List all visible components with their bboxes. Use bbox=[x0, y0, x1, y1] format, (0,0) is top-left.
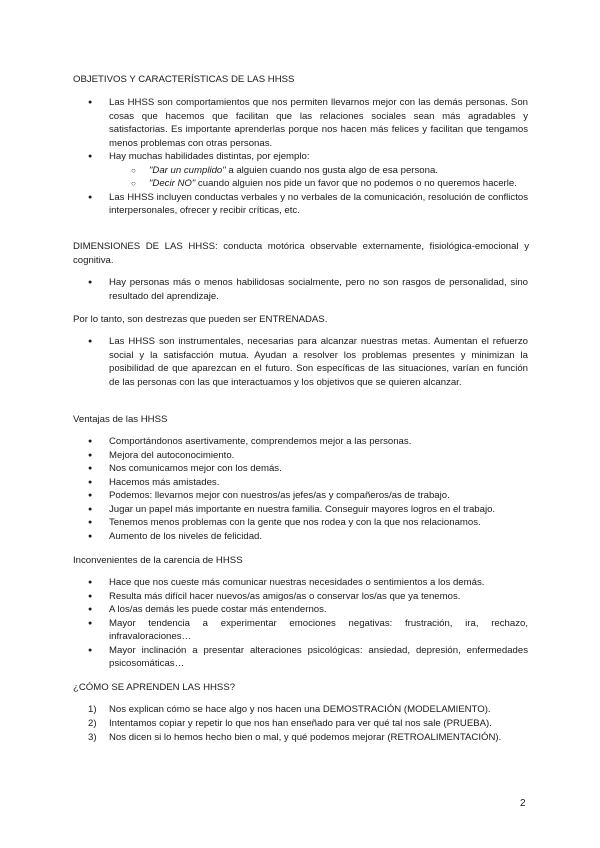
item-text: Nos dicen si lo hemos hecho bien o mal, y qué podemos mejorar (RETROALIMENTACIÓN). bbox=[109, 732, 502, 743]
list-item: ● Podemos: llevarnos mejor con nuestros/as jefes/as y compañeros/as de trabajo. bbox=[88, 489, 528, 503]
list-item bbox=[88, 150, 528, 191]
list-item: ● Las HHSS incluyen conductas verbales y no verbales de la comunicación, resolución de conflictos interpersonales, ofrecer y recibir críticas, etc. bbox=[88, 191, 528, 218]
section-heading-ventajas: Ventajas de las HHSS bbox=[73, 414, 168, 425]
section-heading-objetivos: OBJETIVOS Y CARACTERÍSTICAS DE LAS HHSS bbox=[73, 74, 295, 85]
numbered-item bbox=[88, 731, 528, 745]
list-item: ● Las HHSS son comportamientos que nos permiten llevarnos mejor con las demás personas. Son cosas que hacemos que facilitan que las relaciones sociales sean más agradables y satisfactorias. Es importante aprenderlas porque nos hacen más felices y facilitan que tengamos menos problemas con otras personas. bbox=[88, 96, 528, 150]
list-item: ● Comportándonos asertivamente, comprendemos mejor a las personas. bbox=[88, 435, 528, 449]
section-heading-aprenden: ¿CÓMO SE APRENDEN LAS HHSS? bbox=[73, 682, 236, 693]
section-heading-inconvenientes: Inconvenientes de la carencia de HHSS bbox=[73, 555, 243, 566]
list-item: ● Tenemos menos problemas con la gente que nos rodea y con la que nos relacionamos. bbox=[88, 516, 528, 530]
sublist-item bbox=[117, 164, 528, 178]
item-number: 3) bbox=[88, 732, 97, 743]
list-item: ● A los/as demás les puede costar más entendernos. bbox=[88, 603, 528, 617]
numbered-item bbox=[88, 717, 528, 731]
page-number: 2 bbox=[520, 798, 526, 809]
item-number: 1) bbox=[88, 704, 97, 715]
list-item-text: Hay muchas habilidades distintas, por ejemplo: bbox=[109, 151, 310, 162]
numbered-item bbox=[88, 703, 528, 717]
example-quote: "Decir NO" bbox=[149, 178, 196, 189]
item-number: 2) bbox=[88, 718, 97, 729]
examples-sublist bbox=[109, 164, 528, 191]
entrenadas-list bbox=[88, 335, 528, 389]
list-item: ● Mayor tendencia a experimentar emociones negativas: frustración, ira, rechazo, infravaloraciones… bbox=[88, 617, 528, 644]
item-text: Nos explican cómo se hace algo y nos hacen una DEMOSTRACIÓN (MODELAMIENTO). bbox=[109, 704, 491, 715]
dimensiones-paragraph: DIMENSIONES DE LAS HHSS: conducta motórica observable externamente, fisiológica-emocional y cognitiva. bbox=[73, 241, 529, 266]
list-item: ● Hay personas más o menos habilidosas socialmente, pero no son rasgos de personalidad, sino resultado del aprendizaje. bbox=[88, 276, 528, 303]
sublist-item bbox=[117, 177, 528, 191]
list-item: ● Jugar un papel más importante en nuestra familia. Conseguir mayores logros en el trabajo. bbox=[88, 503, 528, 517]
example-text: cuando alguien nos pide un favor que no podemos o no queremos hacerle. bbox=[195, 178, 517, 189]
dimensiones-list bbox=[88, 276, 528, 303]
list-item: ● Nos comunicamos mejor con los demás. bbox=[88, 462, 528, 476]
item-text: Intentamos copiar y repetir lo que nos han enseñado para ver qué tal nos sale (PRUEBA). bbox=[109, 718, 492, 729]
list-item: ● Mejora del autoconocimiento. bbox=[88, 449, 528, 463]
objetivos-list bbox=[88, 96, 528, 218]
inconvenientes-list bbox=[88, 576, 528, 671]
example-quote: "Dar un cumplido" bbox=[149, 164, 226, 176]
list-item: ● Hace que nos cueste más comunicar nuestras necesidades o sentimientos a los demás. bbox=[88, 576, 528, 590]
entrenadas-paragraph: Por lo tanto, son destrezas que pueden ser ENTRENADAS. bbox=[73, 314, 328, 325]
aprenden-list bbox=[88, 703, 528, 745]
example-text: a alguien cuando nos gusta algo de esa persona. bbox=[225, 164, 438, 176]
list-item: ● Hacemos más amistades. bbox=[88, 476, 528, 490]
ventajas-list bbox=[88, 435, 528, 543]
list-item: ● Resulta más difícil hacer nuevos/as amigos/as o conservar los/as que ya tenemos. bbox=[88, 590, 528, 604]
list-item: ● Las HHSS son instrumentales, necesarias para alcanzar nuestras metas. Aumentan el refuerzo social y la satisfacción mutua. Ayudan a resolver los problemas presentes y minimizan la posibilidad de que aparezcan en el futuro. Son específicas de las situaciones, varían en función de las personas con las que interactuamos y los objetivos que se quieren alcanzar. bbox=[88, 335, 528, 389]
list-item: ● Mayor inclinación a presentar alteraciones psicológicas: ansiedad, depresión, enfermedades psicosomáticas… bbox=[88, 644, 528, 671]
list-item: ● Aumento de los niveles de felicidad. bbox=[88, 530, 528, 544]
